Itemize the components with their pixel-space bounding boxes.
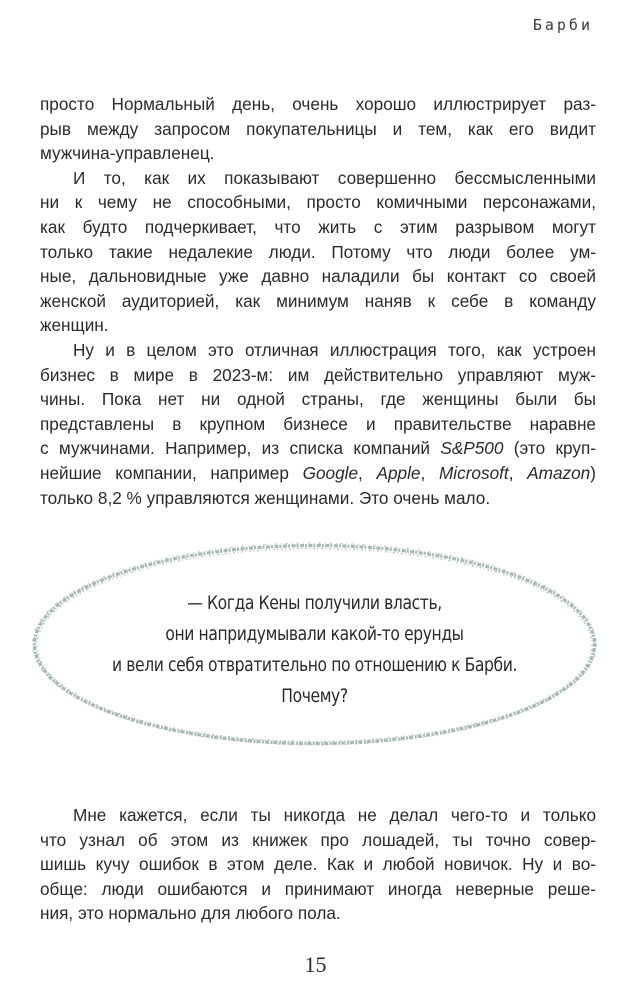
company-name: Google bbox=[302, 462, 359, 483]
text-line: женщин. bbox=[40, 315, 109, 336]
quote-text bbox=[81, 588, 548, 712]
index-name: S&P500 bbox=[440, 438, 504, 459]
text-line: Ну и в целом это отличная иллюстрация того, как устроен bbox=[73, 339, 596, 360]
text-line: мужчина-управленец. bbox=[40, 143, 215, 164]
text-line: ные, дальновидные уже давно наладили бы контакт со своей bbox=[40, 266, 596, 287]
text-fragment: с мужчинами. Например, из списка компаний bbox=[40, 438, 441, 459]
company-name: Amazon bbox=[527, 462, 591, 483]
text-line: представлены в крупном бизнесе и правительстве наравне bbox=[40, 413, 596, 434]
text-line: обще: люди ошибаются и принимают иногда неверные реше- bbox=[40, 878, 596, 899]
text-line: ния, это нормально для любого пола. bbox=[40, 903, 341, 924]
text-line: просто Нормальный день, очень хорошо иллюстрирует раз- bbox=[40, 94, 596, 114]
text-line: что узнал об этом из книжек про лошадей, ты точно совер- bbox=[40, 829, 596, 850]
text-line: женской аудиторией, как минимум наняв к себе в команду bbox=[40, 290, 596, 311]
company-name: Microsoft bbox=[438, 462, 509, 483]
text-line: как будто подчеркивает, что жить с этим разрывом могут bbox=[40, 216, 596, 237]
text-line bbox=[40, 436, 596, 461]
body-text-bottom bbox=[40, 803, 596, 926]
company-name: Apple bbox=[376, 462, 421, 483]
quote-line: — Когда Кены получили власть, bbox=[187, 592, 442, 614]
text-line: только такие недалекие люди. Потому что люди более ум- bbox=[40, 241, 596, 262]
text-line: ни к чему не способными, просто комичными персонажами, bbox=[40, 192, 596, 213]
page-number: 15 bbox=[304, 952, 327, 977]
text-line: Мне кажется, если ты никогда не делал чего-то и только bbox=[73, 805, 596, 825]
text-fragment: ) bbox=[590, 462, 596, 483]
text-line: бизнес в мире в 2023-м: им действительно управляют муж- bbox=[40, 364, 596, 385]
separator: , bbox=[508, 462, 528, 483]
text-fragment: нейшие компании, например bbox=[40, 462, 303, 483]
quote-line: они напридумывали какой-то ерунды bbox=[165, 623, 464, 645]
text-line: рыв между запросом покупательницы и тем, как его видит bbox=[40, 118, 596, 139]
text-line: чины. Пока нет ни одной страны, где женщины были бы bbox=[40, 389, 596, 410]
separator: , bbox=[358, 462, 377, 483]
text-line: только 8,2 % управляются женщинами. Это очень мало. bbox=[40, 487, 491, 508]
body-text-top bbox=[40, 92, 596, 510]
quote-line: Почему? bbox=[281, 685, 348, 707]
quote-line: и вели себя отвратительно по отношению к Барби. bbox=[111, 654, 517, 676]
text-fragment: (это круп- bbox=[503, 438, 596, 459]
running-header: Барби bbox=[532, 16, 593, 34]
text-line bbox=[40, 461, 596, 486]
text-line: шишь кучу ошибок в этом деле. Как и любой новичок. Ну и во- bbox=[40, 854, 596, 875]
separator: , bbox=[420, 462, 439, 483]
text-line: И то, как их показывают совершенно бессмысленными bbox=[73, 167, 596, 188]
